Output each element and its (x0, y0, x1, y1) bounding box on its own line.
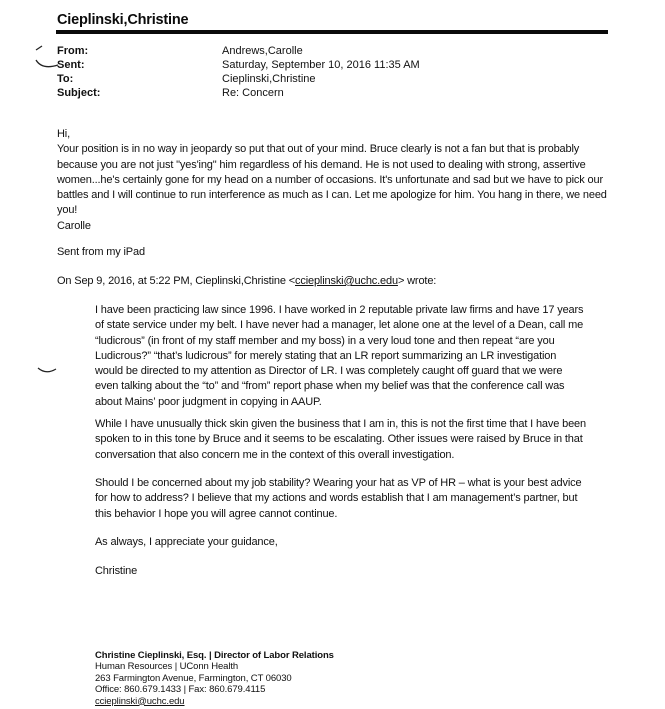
quoted-line: of state service under my belt. I have never had a manager, let alone one at the level of a Dean, call me (95, 319, 584, 332)
quoted-line: spoken to in this tone by Bruce and it seems to be escalating. Other issues were raised by Bruce in that (95, 433, 583, 446)
quote-intro-suffix: > wrote: (397, 275, 437, 287)
reply-line: battles and I will continue to run interference as much as I can. Let me apologize for him. You hang in there, we need (57, 189, 607, 202)
quoted-closing: As always, I appreciate your guidance, (95, 536, 278, 548)
reply-line: Your position is in no way in jeopardy so put that out of your mind. Bruce clearly is not a fan but that is probably (57, 143, 580, 156)
header-label: Sent: (57, 59, 85, 71)
title-divider (56, 30, 608, 34)
quote-intro (57, 274, 436, 289)
quoted-line: would be directed to my attention as Director of LR. I was completely caught off guard that we were (95, 365, 563, 378)
quoted-paragraph-1 (95, 303, 650, 410)
header-label: From: (57, 45, 89, 57)
reply-line: women...he's certainly gone for my head on a number of occasions. It's unfortunate and sad but we have to pick our (57, 173, 603, 186)
quoted-line: for how to address? I believe that my actions and words establish that I am management’s partner, but (95, 492, 578, 505)
reply-body (57, 127, 657, 234)
quoted-paragraph-2 (95, 417, 650, 463)
signature-phone-fax: Office: 860.679.1433 | Fax: 860.679.4115 (95, 684, 266, 696)
email-header (57, 44, 617, 104)
quoted-line: Ludicrous?” “that’s ludicrous” for merely stating that an LR report summarizing an LR investigation (95, 349, 557, 362)
quote-intro-prefix: On Sep 9, 2016, at 5:22 PM, Cieplinski,Christine < (57, 275, 295, 287)
document-title: Cieplinski,Christine (57, 12, 189, 28)
signature-block (95, 650, 334, 707)
quoted-line: this behavior I hope you will agree cannot continue. (95, 507, 338, 520)
header-label: To: (57, 73, 74, 85)
reply-signoff: Carolle (57, 219, 91, 232)
quoted-line: about Mains’ poor judgment in copying in AAUP. (95, 395, 322, 408)
quoted-line: conversation that also concern me in the context of this overall investigation. (95, 448, 455, 461)
quoted-line: Should I be concerned about my job stability? Wearing your hat as VP of HR – what is your best advice (95, 477, 582, 489)
signature-email-link[interactable]: ccieplinski@uchc.edu (95, 695, 185, 707)
signature-name-title: Christine Cieplinski, Esq. | Director of Labor Relations (95, 650, 334, 661)
reply-line: because you are not just "yes'ing" him regardless of his demand. He is not used to dealing with strong, assertive (57, 158, 586, 171)
header-value-sent: Saturday, September 10, 2016 11:35 AM (222, 59, 420, 71)
quoted-line: While I have unusually thick skin given the business that I am in, this is not the first time that I have been (95, 418, 586, 430)
header-value-from: Andrews,Carolle (222, 45, 303, 57)
quoted-name: Christine (95, 565, 138, 577)
handwritten-curve-mark (36, 366, 58, 376)
quoted-line: I have been practicing law since 1996. I have worked in 2 reputable private law firms and have 17 years (95, 304, 584, 316)
quoted-paragraph-3 (95, 476, 650, 522)
reply-line: you! (57, 204, 78, 217)
quoted-line: even talking about the “to” and “from” report phase when my belief was that the conference call was (95, 380, 565, 393)
header-value-subject: Re: Concern (222, 87, 284, 99)
signature-address: 263 Farmington Avenue, Farmington, CT 06030 (95, 672, 292, 684)
header-label: Subject: (57, 87, 101, 99)
sender-email-link[interactable]: ccieplinski@uchc.edu (295, 275, 398, 287)
greeting: Hi, (57, 128, 70, 140)
quoted-line: “ludicrous” (in front of my staff member and my boss) in a very loud tone and then repeat “are you (95, 334, 555, 347)
device-note: Sent from my iPad (57, 246, 145, 258)
signature-department: Human Resources | UConn Health (95, 661, 239, 673)
handwritten-tick-mark (34, 44, 46, 52)
header-value-to: Cieplinski,Christine (222, 73, 316, 85)
